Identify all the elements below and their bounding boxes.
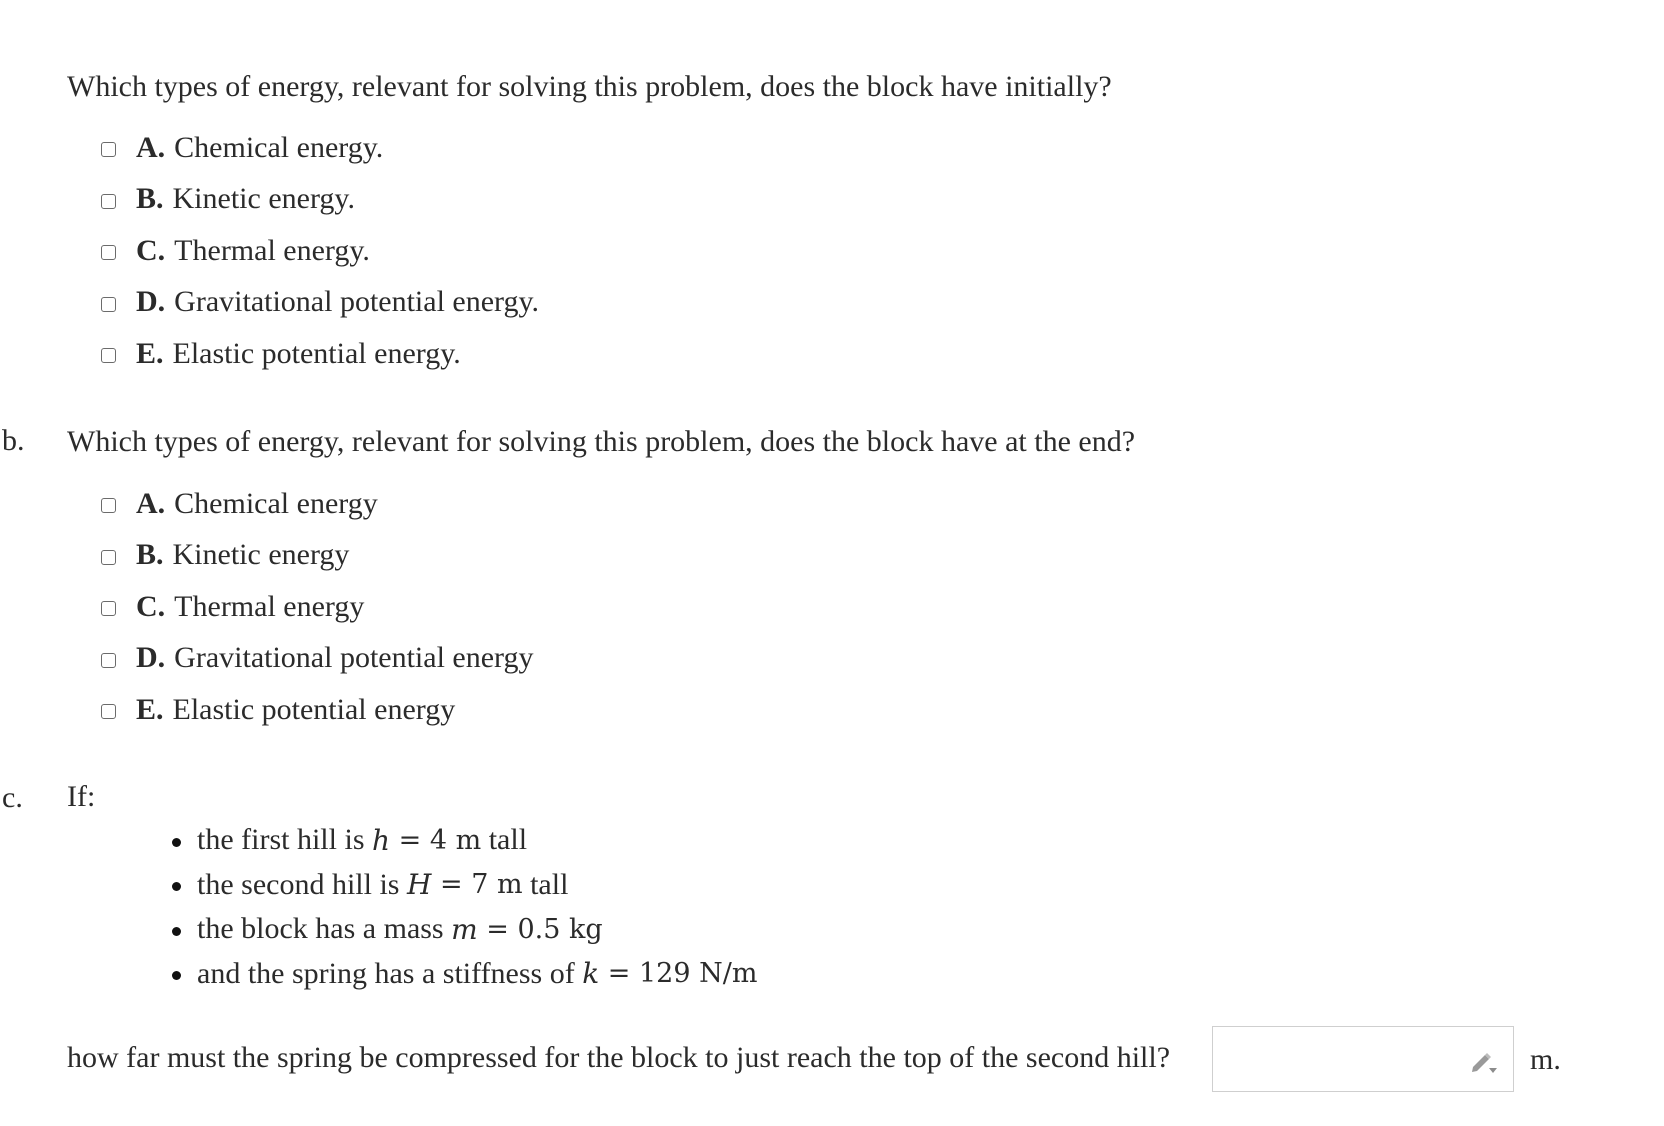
part-a-option-b[interactable] (101, 174, 539, 226)
part-b-options (101, 478, 534, 736)
checkbox[interactable] (101, 550, 116, 565)
condition-item (172, 907, 757, 952)
part-a-option-e[interactable] (101, 328, 539, 380)
condition-text: the first hill is (197, 823, 365, 857)
math-variable: H (406, 868, 432, 902)
part-c-final-question: how far must the spring be compressed for the block to just reach the top of the second hill? (67, 1041, 1171, 1074)
math-value: 0.5 kg (517, 913, 603, 945)
option-text: Kinetic energy. (172, 182, 355, 216)
option-text: Thermal energy (174, 589, 365, 623)
part-a-options (101, 122, 539, 380)
checkbox[interactable] (101, 498, 116, 513)
checkbox[interactable] (101, 704, 116, 719)
option-text: Thermal energy. (174, 233, 370, 267)
condition-suffix: tall (522, 867, 569, 901)
option-letter: A. (136, 130, 166, 164)
condition-text: the second hill is (197, 867, 400, 901)
math-value: 4 m (429, 824, 482, 856)
condition-item (172, 952, 757, 997)
condition-text: and the spring has a stiffness of (197, 956, 575, 990)
condition-text: the block has a mass (197, 912, 444, 946)
answer-input-box[interactable] (1212, 1026, 1514, 1092)
part-b-option-e[interactable] (101, 684, 534, 736)
condition-suffix: tall (481, 823, 528, 857)
option-text: Chemical energy (174, 486, 378, 520)
bullet-dot (172, 927, 181, 936)
math-variable: m (451, 912, 478, 946)
checkbox[interactable] (101, 601, 116, 616)
math-equals: = (599, 958, 639, 990)
math-equals: = (477, 913, 518, 945)
option-text: Gravitational potential energy (174, 641, 534, 675)
part-a-question: Which types of energy, relevant for solving this problem, does the block have initially? (67, 70, 1112, 103)
option-letter: A. (136, 486, 166, 520)
pencil-icon[interactable] (1467, 1049, 1499, 1075)
checkbox[interactable] (101, 194, 116, 209)
part-c-conditions (172, 818, 757, 996)
option-text: Elastic potential energy (172, 692, 456, 726)
part-b-option-b[interactable] (101, 530, 534, 582)
math-equals: = (431, 869, 472, 901)
part-b-option-a[interactable] (101, 478, 534, 530)
checkbox[interactable] (101, 653, 116, 668)
answer-unit: m. (1530, 1043, 1561, 1076)
bullet-dot (172, 838, 181, 847)
option-text: Elastic potential energy. (172, 336, 461, 370)
option-letter: D. (136, 285, 166, 319)
option-letter: C. (136, 589, 166, 623)
math-variable: k (582, 957, 600, 991)
checkbox[interactable] (101, 142, 116, 157)
part-b-option-c[interactable] (101, 581, 534, 633)
math-value: 7 m (471, 869, 523, 901)
part-b-question: Which types of energy, relevant for solving this problem, does the block have at the end? (67, 425, 1136, 458)
option-letter: E. (136, 692, 164, 726)
math-equals: = (390, 824, 430, 856)
checkbox[interactable] (101, 348, 116, 363)
part-c-label: c. (2, 781, 23, 814)
option-text: Kinetic energy (172, 538, 350, 572)
option-text: Chemical energy. (174, 130, 384, 164)
condition-item (172, 818, 757, 863)
part-a-option-d[interactable] (101, 277, 539, 329)
checkbox[interactable] (101, 245, 116, 260)
part-a-option-c[interactable] (101, 225, 539, 277)
condition-item (172, 863, 757, 908)
option-text: Gravitational potential energy. (174, 285, 540, 319)
option-letter: D. (136, 641, 166, 675)
part-a-option-a[interactable] (101, 122, 539, 174)
bullet-dot (172, 971, 181, 980)
part-b-option-d[interactable] (101, 633, 534, 685)
part-c-intro: If: (67, 780, 96, 813)
math-value: 129 N/m (638, 958, 758, 990)
math-variable: h (372, 823, 391, 857)
checkbox[interactable] (101, 297, 116, 312)
option-letter: C. (136, 233, 166, 267)
bullet-dot (172, 882, 181, 891)
answer-input[interactable] (1221, 1027, 1465, 1089)
option-letter: E. (136, 336, 164, 370)
option-letter: B. (136, 182, 164, 216)
option-letter: B. (136, 538, 164, 572)
part-b-label: b. (2, 424, 25, 457)
